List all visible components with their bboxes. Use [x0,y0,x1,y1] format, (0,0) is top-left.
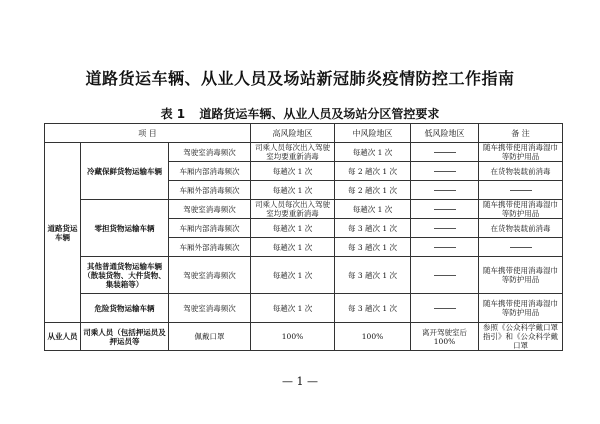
table-number: 表 1 [160,107,186,121]
table-caption-title: 道路货运车辆、从业人员及场站分区管控要求 [199,107,440,121]
low-cell [411,257,479,294]
note-cell: 随车携带使用消毒湿巾等防护用品 [479,200,563,219]
header-low-risk: 低风险地区 [411,124,479,143]
header-item: 项 目 [45,124,251,143]
low-cell [411,143,479,162]
low-cell: 离开驾驶室后 100% [411,323,479,351]
high-cell: 每趟次 1 次 [251,294,335,323]
mid-cell: 每 3 趟次 1 次 [335,238,411,257]
dash-mark [434,247,456,248]
mid-cell: 每趟次 1 次 [335,200,411,219]
item-cell: 驾驶室消毒频次 [169,257,251,294]
item-cell: 车厢外部消毒频次 [169,238,251,257]
dash-mark [434,209,456,210]
high-cell: 每趟次 1 次 [251,238,335,257]
header-mid-risk: 中风险地区 [335,124,411,143]
item-cell: 驾驶室消毒频次 [169,143,251,162]
note-cell [479,238,563,257]
dash-mark [434,171,456,172]
group-name: 零担货物运输车辆 [81,200,169,257]
dash-mark [434,152,456,153]
high-cell: 司乘人员每次出入驾驶室均要重新消毒 [251,143,335,162]
note-cell: 随车携带使用消毒湿巾等防护用品 [479,294,563,323]
group-name: 危险货物运输车辆 [81,294,169,323]
table-row [45,257,563,294]
low-cell [411,181,479,200]
high-cell: 每趟次 1 次 [251,219,335,238]
item-cell: 驾驶室消毒频次 [169,200,251,219]
category-personnel: 从业人员 [45,323,81,351]
table-caption [0,105,600,122]
table-row [45,143,563,162]
note-cell [479,181,563,200]
dash-mark [434,275,456,276]
dash-mark [510,190,532,191]
item-cell: 车厢外部消毒频次 [169,181,251,200]
table-row [45,323,563,351]
low-cell [411,162,479,181]
note-cell: 随车携带使用消毒湿巾等防护用品 [479,257,563,294]
high-cell: 每趟次 1 次 [251,257,335,294]
header-high-risk: 高风险地区 [251,124,335,143]
mid-cell: 每 2 趟次 1 次 [335,162,411,181]
table-row [45,294,563,323]
item-cell: 佩戴口罩 [169,323,251,351]
category-vehicle: 道路货运车辆 [45,143,81,323]
group-name: 其他普通货物运输车辆（散装货物、大件货物、集装箱等） [81,257,169,294]
high-cell: 司乘人员每次出入驾驶室均要重新消毒 [251,200,335,219]
mid-cell: 100% [335,323,411,351]
note-cell: 在货物装载前消毒 [479,219,563,238]
dash-mark [434,308,456,309]
high-cell: 每趟次 1 次 [251,181,335,200]
note-cell: 参照《公众科学戴口罩指引》和《公众科学戴口罩 [479,323,563,351]
note-cell: 随车携带使用消毒湿巾等防护用品 [479,143,563,162]
low-cell [411,294,479,323]
mid-cell: 每 3 趟次 1 次 [335,219,411,238]
mid-cell: 每 3 趟次 1 次 [335,294,411,323]
mid-cell: 每趟次 1 次 [335,143,411,162]
header-note: 备 注 [479,124,563,143]
group-name: 司乘人员（包括押运员及押运员等 [81,323,169,351]
dash-mark [510,247,532,248]
low-cell [411,238,479,257]
mid-cell: 每 3 趟次 1 次 [335,257,411,294]
table-row [45,200,563,219]
high-cell: 每趟次 1 次 [251,162,335,181]
group-name: 冷藏保鲜货物运输车辆 [81,143,169,200]
mid-cell: 每 2 趟次 1 次 [335,181,411,200]
note-cell: 在货物装载前消毒 [479,162,563,181]
low-cell [411,219,479,238]
page-number: — 1 — [282,375,318,388]
control-requirements-table [44,123,563,351]
dash-mark [434,228,456,229]
high-cell: 100% [251,323,335,351]
item-cell: 车厢内部消毒频次 [169,219,251,238]
dash-mark [434,190,456,191]
low-cell [411,200,479,219]
item-cell: 驾驶室消毒频次 [169,294,251,323]
item-cell: 车厢内部消毒频次 [169,162,251,181]
table-header-row [45,124,563,143]
document-title: 道路货运车辆、从业人员及场站新冠肺炎疫情防控工作指南 [85,69,515,88]
